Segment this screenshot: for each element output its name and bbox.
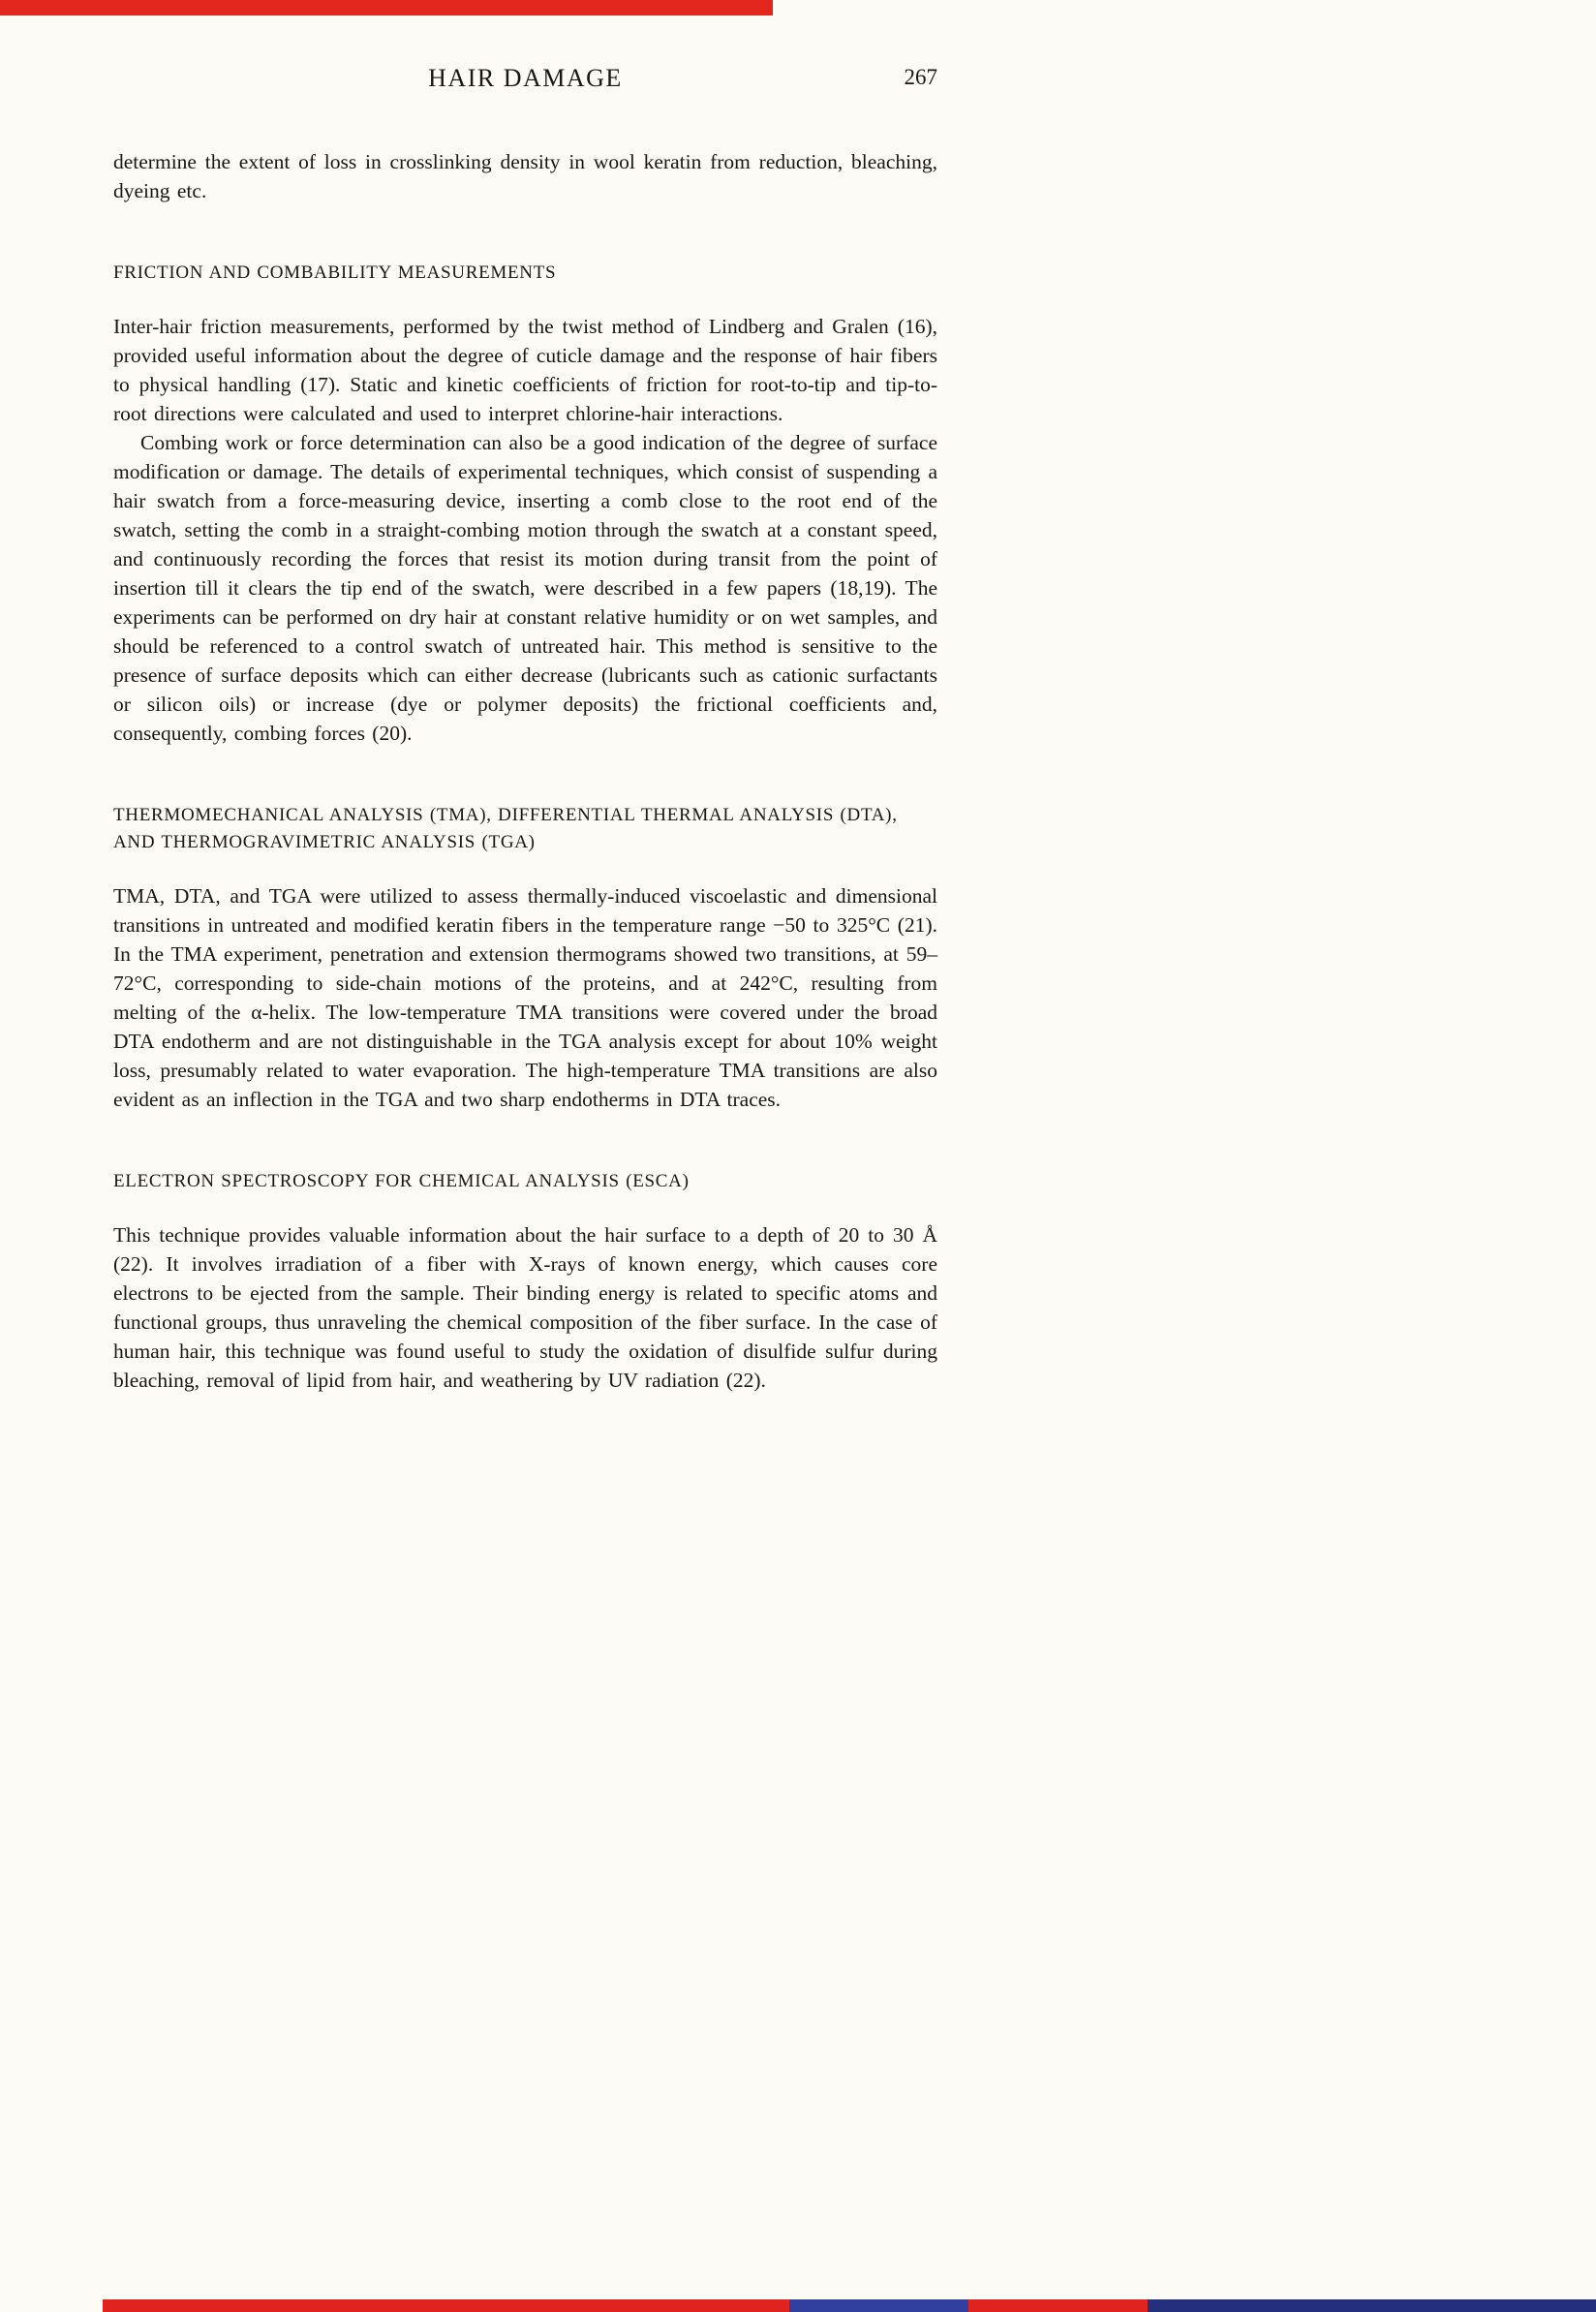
paragraph: Combing work or force determination can also be a good indication of the degree of surface modification or damage. The details of experimental techniques, which consist of suspending a hair swatch from a force-measuring device, inserting a comb close to the root end of the swatch, setting the comb in a straight-combing motion through the swatch at a constant speed, and continuously recording the forces that resist its motion during transit from the point of insertion till it clears the tip end of the swatch, were described in a few papers (18,19). The experiments can be performed on dry hair at constant relative humidity or on wet samples, and should be referenced to a control swatch of untreated hair. This method is sensitive to the presence of surface deposits which can either decrease (lubricants such as cationic surfactants or silicon oils) or increase (dye or polymer deposits) the frictional coefficients and, consequently, combing forces (20). bbox=[113, 431, 937, 745]
page-body bbox=[113, 64, 937, 1395]
section-thermal-analysis bbox=[113, 802, 937, 1114]
section-friction-combability bbox=[113, 260, 937, 748]
scan-artifact-segment bbox=[789, 2299, 968, 2312]
scan-artifact-top bbox=[0, 0, 773, 15]
page-header bbox=[113, 64, 937, 95]
scan-artifact-bottom bbox=[103, 2299, 1596, 2312]
intro-paragraph: determine the extent of loss in crosslinking density in wool keratin from reduction, bleaching, dyeing etc. bbox=[113, 150, 937, 202]
paragraph: TMA, DTA, and TGA were utilized to assess thermally-induced viscoelastic and dimensional transitions in untreated and modified keratin fibers in the temperature range −50 to 325°C (21). In the TMA experiment, penetration and extension thermograms showed two transitions, at 59–72°C, corresponding to side-chain motions of the proteins, and at 242°C, resulting from melting of the α-helix. The low-temperature TMA transitions were covered under the broad DTA endotherm and are not distinguishable in the TGA analysis except for about 10% weight loss, presumably related to water evaporation. The high-temperature TMA transitions are also evident as an inflection in the TGA and two sharp endotherms in DTA traces. bbox=[113, 884, 937, 1111]
section-heading: FRICTION AND COMBABILITY MEASUREMENTS bbox=[113, 262, 557, 283]
paragraph: Inter-hair friction measurements, performed by the twist method of Lindberg and Gralen (16), provided useful information about the degree of cuticle damage and the response of hair fibers to physical handling (17). Static and kinetic coefficients of friction for root-to-tip and tip-to-root directions were calculated and used to interpret chlorine-hair interactions. bbox=[113, 315, 937, 425]
page-number: 267 bbox=[904, 65, 937, 89]
section-heading: THERMOMECHANICAL ANALYSIS (TMA), DIFFERENTIAL THERMAL ANALYSIS (DTA), AND THERMOGRAVIMETRIC ANALYSIS (TGA) bbox=[113, 805, 898, 852]
running-head: HAIR DAMAGE bbox=[428, 64, 623, 92]
section-esca bbox=[113, 1168, 937, 1395]
section-heading: ELECTRON SPECTROSCOPY FOR CHEMICAL ANALYSIS (ESCA) bbox=[113, 1171, 690, 1191]
scan-artifact-segment bbox=[1148, 2299, 1596, 2312]
scan-artifact-segment bbox=[968, 2299, 1148, 2312]
paragraph: This technique provides valuable information about the hair surface to a depth of 20 to 30 Å (22). It involves irradiation of a fiber with X-rays of known energy, which causes core electrons to be ejected from the sample. Their binding energy is related to specific atoms and functional groups, thus unraveling the chemical composition of the fiber surface. In the case of human hair, this technique was found useful to study the oxidation of disulfide sulfur during bleaching, removal of lipid from hair, and weathering by UV radiation (22). bbox=[113, 1223, 937, 1392]
scan-artifact-segment bbox=[103, 2299, 789, 2312]
